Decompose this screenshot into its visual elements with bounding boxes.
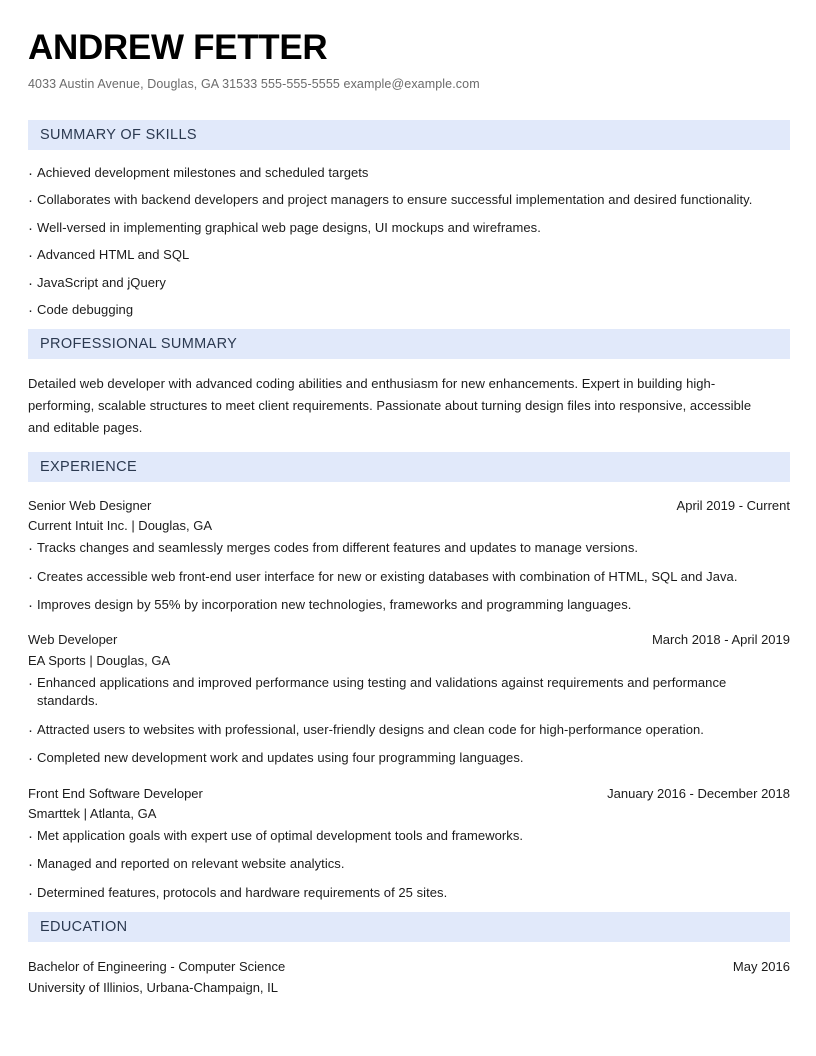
list-item: · Achieved development milestones and scheduled targets — [28, 164, 790, 182]
job-organization: Smarttek | Atlanta, GA — [28, 805, 157, 821]
section-professional-summary — [28, 329, 789, 440]
list-item: · Tracks changes and seamlessly merges codes from different features and updates to manage versions. — [28, 539, 790, 557]
list-item: · Enhanced applications and improved performance using testing and validations against requirements and performance standards. — [28, 674, 790, 711]
list-item: · Met application goals with expert use of optimal development tools and frameworks. — [28, 827, 790, 845]
resume-header — [28, 30, 789, 92]
job-bullets — [28, 539, 790, 614]
job-title: Senior Web Designer — [28, 497, 152, 513]
list-item: · Well-versed in implementing graphical web page designs, UI mockups and wireframes. — [28, 219, 790, 237]
job-title: Web Developer — [28, 632, 118, 648]
contact-line: 4033 Austin Avenue, Douglas, GA 31533 555-555-5555 example@example.com — [28, 76, 480, 91]
section-heading-experience: EXPERIENCE — [28, 452, 790, 482]
list-item: · Collaborates with backend developers and project managers to ensure successful implementation and desired functionality. — [28, 191, 790, 209]
education-entry — [28, 956, 789, 998]
degree-title: Bachelor of Engineering - Computer Science — [28, 959, 286, 975]
section-heading-education: EDUCATION — [28, 912, 790, 942]
school-name: University of Illinios, Urbana-Champaign, IL — [28, 980, 278, 996]
job-organization: EA Sports | Douglas, GA — [28, 652, 171, 668]
job-bullets — [28, 674, 790, 768]
experience-entry — [28, 496, 790, 615]
job-organization: Current Intuit Inc. | Douglas, GA — [28, 517, 213, 533]
education-entry-header — [28, 956, 790, 977]
degree-date: May 2016 — [732, 959, 790, 975]
job-bullets — [28, 827, 790, 902]
list-item: · Code debugging — [28, 301, 790, 319]
experience-entry-header — [28, 496, 790, 516]
job-date-range: January 2016 - December 2018 — [607, 785, 790, 801]
list-item: · Managed and reported on relevant website analytics. — [28, 855, 790, 873]
section-heading-skills: SUMMARY OF SKILLS — [28, 120, 790, 150]
list-item: · Improves design by 55% by incorporation new technologies, frameworks and programming languages. — [28, 596, 790, 614]
section-experience — [28, 452, 789, 902]
section-summary-of-skills — [28, 120, 789, 320]
job-date-range: March 2018 - April 2019 — [651, 632, 790, 648]
job-title: Front End Software Developer — [28, 785, 203, 801]
section-heading-summary: PROFESSIONAL SUMMARY — [28, 329, 790, 359]
list-item: · JavaScript and jQuery — [28, 274, 790, 292]
list-item: · Completed new development work and updates using four programming languages. — [28, 749, 790, 767]
skills-list — [28, 164, 790, 320]
section-education — [28, 912, 789, 998]
experience-entry — [28, 784, 790, 903]
candidate-name: ANDREW FETTER — [28, 28, 328, 67]
experience-entry-header — [28, 784, 790, 804]
list-item: · Determined features, protocols and hardware requirements of 25 sites. — [28, 884, 790, 902]
list-item: · Advanced HTML and SQL — [28, 246, 790, 264]
experience-entry-header — [28, 630, 790, 650]
professional-summary-text: Detailed web developer with advanced coding abilities and enthusiasm for new enhancements. Expert in building high-performing, scalable structures to meet client requirements. Passionate about turning design files into responsive, accessible and editable pages. — [28, 375, 752, 436]
job-date-range: April 2019 - Current — [676, 497, 790, 513]
list-item: · Attracted users to websites with professional, user-friendly designs and clean code for high-performance operation. — [28, 721, 790, 739]
list-item: · Creates accessible web front-end user interface for new or existing databases with combination of HTML, SQL and Java. — [28, 568, 790, 586]
experience-entry — [28, 630, 790, 767]
